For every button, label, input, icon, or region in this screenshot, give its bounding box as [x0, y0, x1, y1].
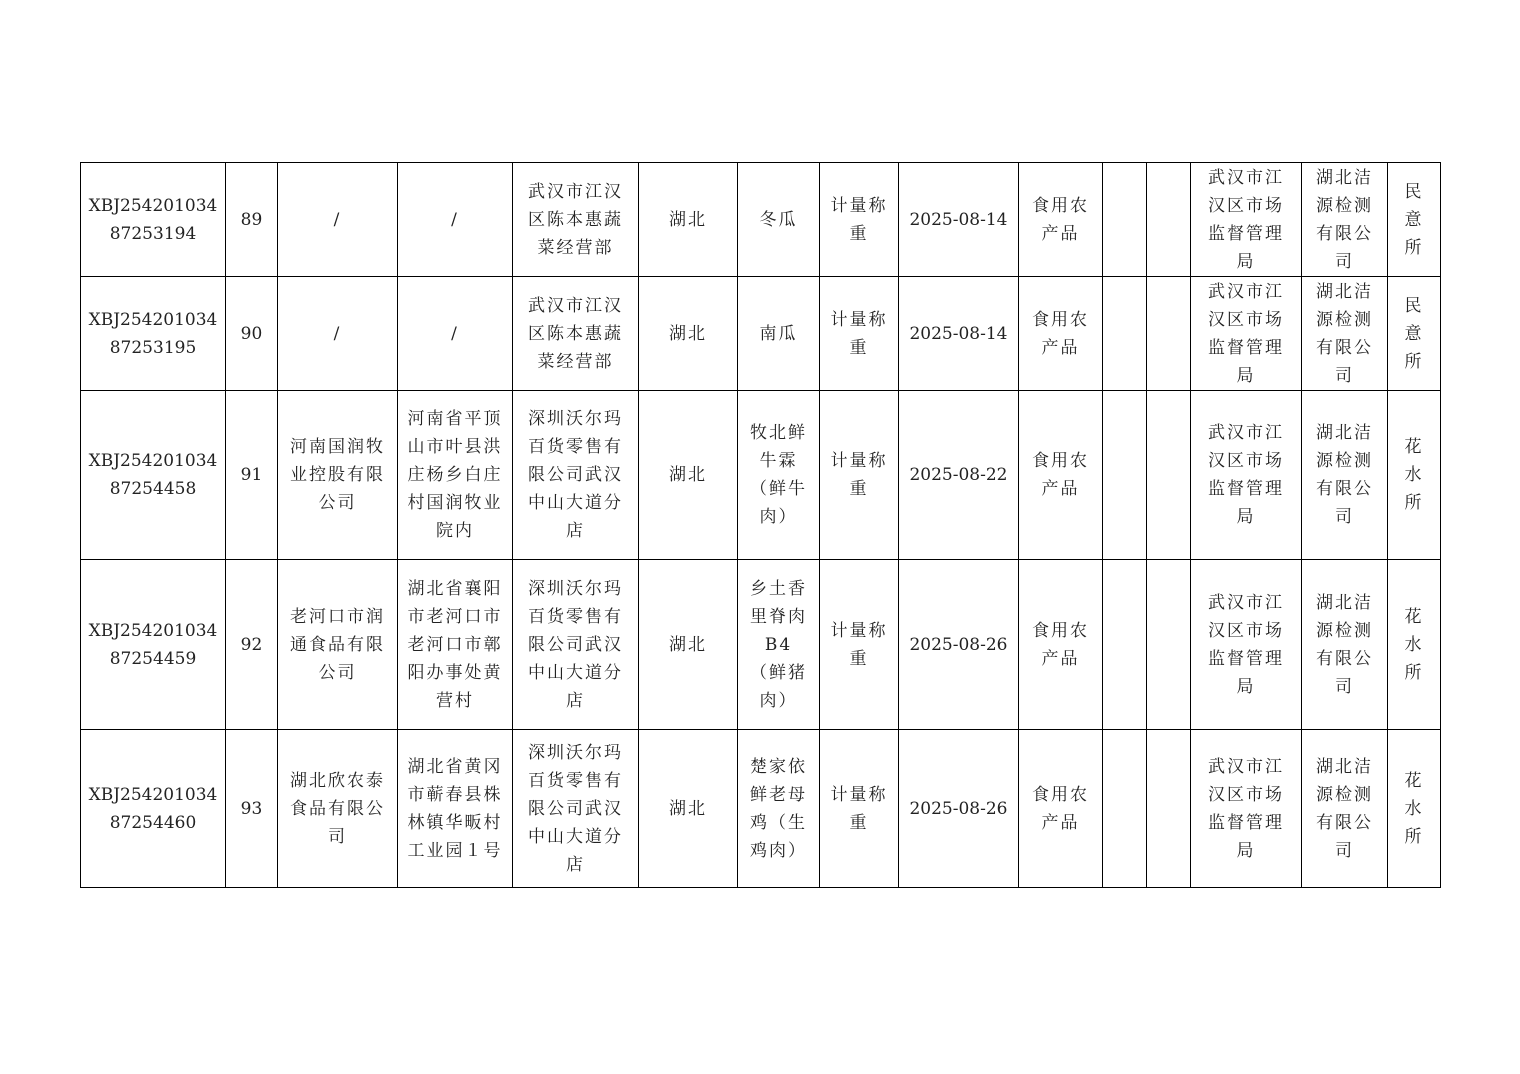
table-body [81, 163, 1441, 888]
food-name-cell: 牧北鲜牛霖（鲜牛肉） [738, 391, 820, 560]
authority-cell: 武汉市江汉区市场监督管理局 [1191, 277, 1302, 391]
spec-cell: 计量称重 [820, 391, 899, 560]
blank-cell [1103, 730, 1147, 888]
sequence-cell: 90 [226, 277, 278, 391]
date-cell: 2025-08-14 [899, 277, 1019, 391]
producer-cell: 湖北欣农泰食品有限公司 [278, 730, 398, 888]
province-cell: 湖北 [639, 277, 738, 391]
sample-code-cell: XBJ25420103487253195 [81, 277, 226, 391]
province-cell: 湖北 [639, 730, 738, 888]
authority-cell: 武汉市江汉区市场监督管理局 [1191, 163, 1302, 277]
blank-cell [1147, 277, 1191, 391]
blank-cell [1147, 730, 1191, 888]
producer-cell: 河南国润牧业控股有限公司 [278, 391, 398, 560]
lab-cell: 湖北洁源检测有限公司 [1302, 391, 1388, 560]
blank-cell [1147, 163, 1191, 277]
sequence-cell: 91 [226, 391, 278, 560]
seller-cell: 武汉市江汉区陈本惠蔬菜经营部 [513, 277, 639, 391]
table-row [81, 163, 1441, 277]
lab-cell: 湖北洁源检测有限公司 [1302, 730, 1388, 888]
spec-cell: 计量称重 [820, 730, 899, 888]
category-cell: 食用农产品 [1019, 277, 1103, 391]
seller-cell: 深圳沃尔玛百货零售有限公司武汉中山大道分店 [513, 391, 639, 560]
sample-code-cell: XBJ25420103487254459 [81, 560, 226, 730]
authority-cell: 武汉市江汉区市场监督管理局 [1191, 730, 1302, 888]
sequence-cell: 93 [226, 730, 278, 888]
producer-address-cell: 河南省平顶山市叶县洪庄杨乡白庄村国润牧业院内 [398, 391, 513, 560]
sample-code-cell: XBJ25420103487254460 [81, 730, 226, 888]
blank-cell [1147, 391, 1191, 560]
seller-cell: 武汉市江汉区陈本惠蔬菜经营部 [513, 163, 639, 277]
blank-cell [1103, 391, 1147, 560]
lab-cell: 湖北洁源检测有限公司 [1302, 277, 1388, 391]
office-cell: 民意所 [1388, 163, 1441, 277]
sample-code-cell: XBJ25420103487254458 [81, 391, 226, 560]
blank-cell [1103, 163, 1147, 277]
office-cell: 花水所 [1388, 560, 1441, 730]
producer-address-cell: / [398, 277, 513, 391]
food-name-cell: 乡土香里脊肉B4（鲜猪肉） [738, 560, 820, 730]
category-cell: 食用农产品 [1019, 391, 1103, 560]
spec-cell: 计量称重 [820, 277, 899, 391]
sequence-cell: 89 [226, 163, 278, 277]
food-name-cell: 楚家依鲜老母鸡（生鸡肉） [738, 730, 820, 888]
food-name-cell: 冬瓜 [738, 163, 820, 277]
producer-cell: 老河口市润通食品有限公司 [278, 560, 398, 730]
office-cell: 花水所 [1388, 730, 1441, 888]
seller-cell: 深圳沃尔玛百货零售有限公司武汉中山大道分店 [513, 730, 639, 888]
date-cell: 2025-08-14 [899, 163, 1019, 277]
province-cell: 湖北 [639, 560, 738, 730]
producer-address-cell: / [398, 163, 513, 277]
date-cell: 2025-08-26 [899, 560, 1019, 730]
authority-cell: 武汉市江汉区市场监督管理局 [1191, 391, 1302, 560]
spec-cell: 计量称重 [820, 560, 899, 730]
date-cell: 2025-08-26 [899, 730, 1019, 888]
sequence-cell: 92 [226, 560, 278, 730]
table-row [81, 730, 1441, 888]
table-row [81, 560, 1441, 730]
blank-cell [1147, 560, 1191, 730]
province-cell: 湖北 [639, 163, 738, 277]
food-name-cell: 南瓜 [738, 277, 820, 391]
province-cell: 湖北 [639, 391, 738, 560]
category-cell: 食用农产品 [1019, 163, 1103, 277]
sampling-results-table [80, 162, 1441, 888]
producer-address-cell: 湖北省黄冈市蕲春县株林镇华畈村工业园１号 [398, 730, 513, 888]
office-cell: 花水所 [1388, 391, 1441, 560]
producer-cell: / [278, 277, 398, 391]
producer-address-cell: 湖北省襄阳市老河口市老河口市鄣阳办事处黄营村 [398, 560, 513, 730]
table-row [81, 277, 1441, 391]
category-cell: 食用农产品 [1019, 730, 1103, 888]
category-cell: 食用农产品 [1019, 560, 1103, 730]
lab-cell: 湖北洁源检测有限公司 [1302, 163, 1388, 277]
seller-cell: 深圳沃尔玛百货零售有限公司武汉中山大道分店 [513, 560, 639, 730]
lab-cell: 湖北洁源检测有限公司 [1302, 560, 1388, 730]
authority-cell: 武汉市江汉区市场监督管理局 [1191, 560, 1302, 730]
office-cell: 民意所 [1388, 277, 1441, 391]
sample-code-cell: XBJ25420103487253194 [81, 163, 226, 277]
spec-cell: 计量称重 [820, 163, 899, 277]
blank-cell [1103, 277, 1147, 391]
blank-cell [1103, 560, 1147, 730]
producer-cell: / [278, 163, 398, 277]
date-cell: 2025-08-22 [899, 391, 1019, 560]
table-row [81, 391, 1441, 560]
